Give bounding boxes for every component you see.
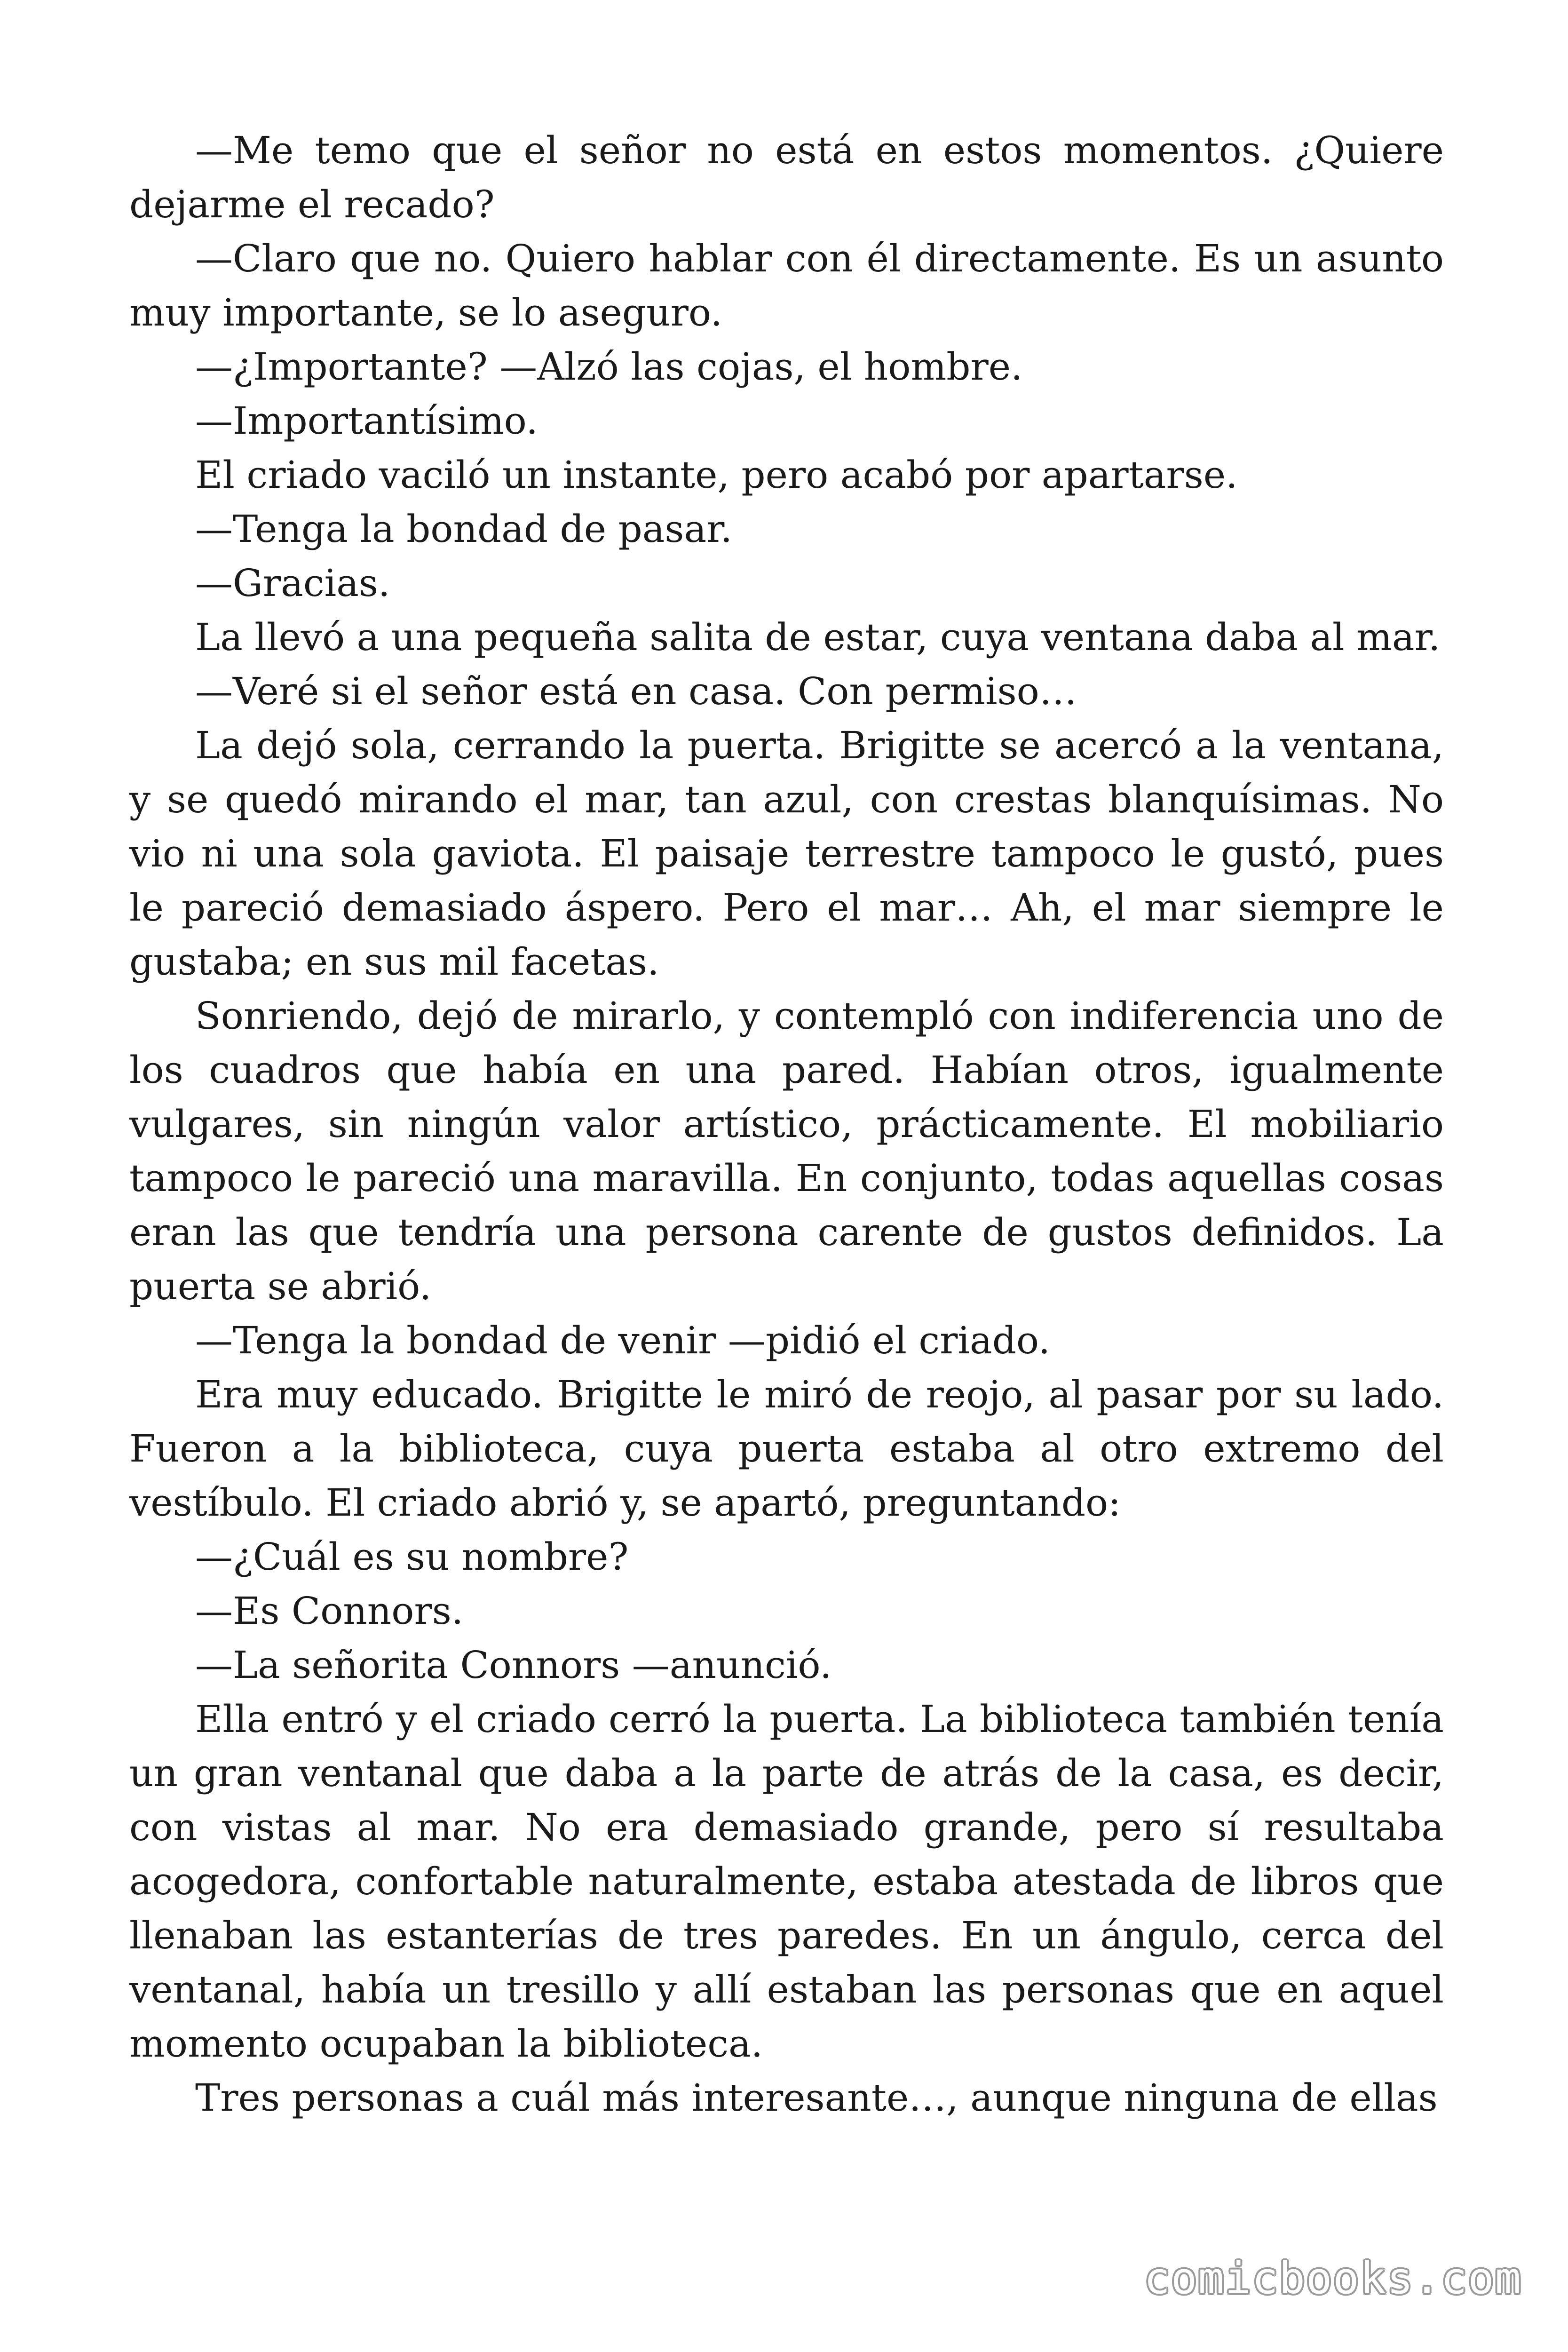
paragraph: —Es Connors.: [195, 1589, 464, 1633]
paragraph: —La señorita Connors —anunció.: [195, 1643, 832, 1687]
paragraph: Sonriendo, dejó de mirarlo, y contempló con indiferencia uno de los cuadros que había en una pared. Habían otros, igualmente vulgares, sin ningún valor artístico, prácticamente. El mobiliario tampoco le pareció una maravilla. En conjunto, todas aquellas cosas eran las que tendría una persona carente de gustos definidos. La puerta se abrió.: [129, 994, 1444, 1308]
paragraph: —Importantísimo.: [195, 399, 538, 443]
paragraph: —Gracias.: [195, 561, 390, 605]
watermark-logo: comicbooks.com: [1144, 2253, 1522, 2304]
paragraph: Tres personas a cuál más interesante…, aunque ninguna de ellas: [195, 2076, 1438, 2120]
paragraph: —Tenga la bondad de venir —pidió el criado.: [195, 1319, 1051, 1362]
paragraph: Era muy educado. Brigitte le miró de reojo, al pasar por su lado. Fueron a la biblioteca, cuya puerta estaba al otro extremo del vestíbulo. El criado abrió y, se apartó, preguntando:: [129, 1373, 1444, 1525]
paragraph: La dejó sola, cerrando la puerta. Brigitte se acercó a la ventana, y se quedó mirando el mar, tan azul, con crestas blanquísimas. No vio ni una sola gaviota. El paisaje terrestre tampoco le gustó, pues le pareció demasiado áspero. Pero el mar… Ah, el mar siempre le gustaba; en sus mil facetas.: [129, 723, 1444, 984]
paragraph: Ella entró y el criado cerró la puerta. La biblioteca también tenía un gran ventanal que daba a la parte de atrás de la casa, es decir, con vistas al mar. No era demasiado grande, pero sí resultaba acogedora, confortable naturalmente, estaba atestada de libros que llenaban las estanterías de tres paredes. En un ángulo, cerca del ventanal, había un tresillo y allí estaban las personas que en aquel momento ocupaban la biblioteca.: [129, 1697, 1444, 2066]
paragraph: —¿Importante? —Alzó las cojas, el hombre.: [195, 345, 1023, 389]
paragraph: La llevó a una pequeña salita de estar, cuya ventana daba al mar.: [195, 615, 1441, 659]
paragraph: —¿Cuál es su nombre?: [195, 1535, 629, 1579]
paragraph: —Me temo que el señor no está en estos momentos. ¿Quiere dejarme el recado?: [129, 128, 1444, 226]
book-page-text: [129, 123, 1444, 2125]
paragraph: —Veré si el señor está en casa. Con permiso…: [195, 669, 1077, 713]
paragraph: —Claro que no. Quiero hablar con él directamente. Es un asunto muy importante, se lo aseguro.: [129, 237, 1444, 334]
paragraph: —Tenga la bondad de pasar.: [195, 507, 733, 551]
paragraph: El criado vaciló un instante, pero acabó por apartarse.: [195, 453, 1238, 497]
